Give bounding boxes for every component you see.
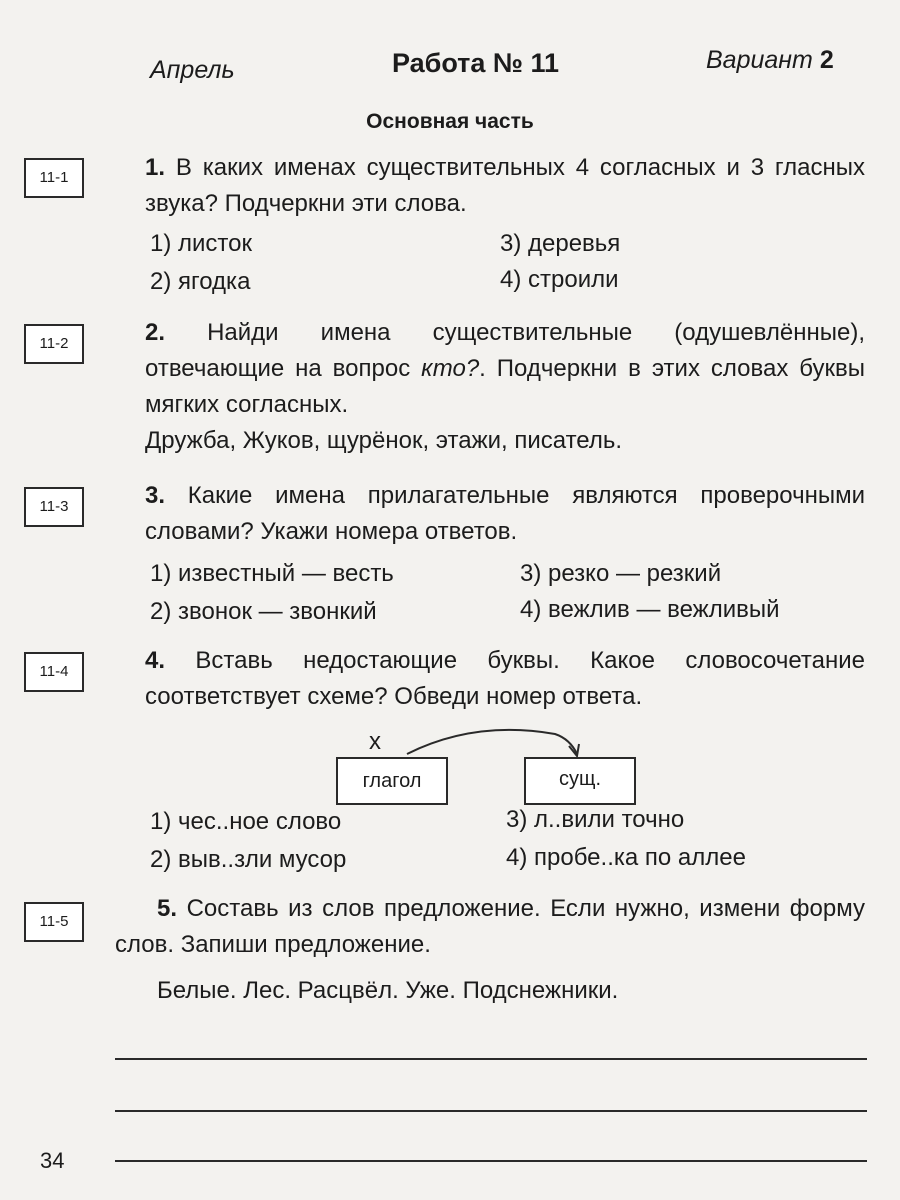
answer-option: 3) деревья xyxy=(500,230,621,257)
answer-option: 2) звонок — звонкий xyxy=(150,598,377,625)
task-5 xyxy=(115,891,865,1009)
task-number: 4. xyxy=(145,647,166,674)
task-2: 2. Найди имена существительные (одушевлённые), отвечающие на вопрос кто?. Подчеркни в этих словах буквы мягких согласных. Дружба, Жуков, щурёнок, этажи, писатель. xyxy=(145,315,865,459)
task-number: 1. xyxy=(145,154,166,181)
work-title: Работа № 11 xyxy=(392,48,560,78)
answer-option: 2) выв..зли мусор xyxy=(150,846,347,873)
month-label: Апрель xyxy=(150,56,235,84)
variant-label: Вариант 2 xyxy=(706,46,834,74)
answer-line[interactable] xyxy=(115,1058,867,1060)
answer-option: 4) строили xyxy=(500,266,619,293)
word-list: Белые. Лес. Расцвёл. Уже. Подснежники. xyxy=(157,977,619,1004)
question-word: кто? xyxy=(421,355,480,382)
task-1 xyxy=(145,150,865,222)
word-list: Дружба, Жуков, щурёнок, этажи, писатель. xyxy=(145,427,623,454)
page-header xyxy=(0,44,900,84)
task-number: 3. xyxy=(145,482,166,509)
variant-number: 2 xyxy=(819,46,834,74)
task-text: Вставь недостающие буквы. Какое словосочетание соответствует схеме? Обведи номер ответа. xyxy=(145,647,865,710)
answer-option: 4) вежлив — вежливый xyxy=(520,596,780,623)
answer-line[interactable] xyxy=(115,1160,867,1162)
answer-option: 3) л..вили точно xyxy=(506,806,685,833)
answer-option: 2) ягодка xyxy=(150,268,251,295)
task-number: 2. xyxy=(145,319,166,346)
answer-line[interactable] xyxy=(115,1110,867,1112)
main-word-mark: x xyxy=(369,728,381,755)
scheme-box-verb: глагол xyxy=(336,757,448,805)
task-code-badge: 11-4 xyxy=(24,652,84,692)
task-number: 5. xyxy=(157,895,178,922)
answer-option: 1) чес..ное слово xyxy=(150,808,342,835)
task-code-badge: 11-2 xyxy=(24,324,84,364)
task-4 xyxy=(145,643,865,715)
task-code-badge: 11-1 xyxy=(24,158,84,198)
answer-option: 1) листок xyxy=(150,230,252,257)
answer-option: 4) пробе..ка по аллее xyxy=(506,844,746,871)
task-text: В каких именах существительных 4 согласных и 3 гласных звука? Подчеркни эти слова. xyxy=(145,154,865,217)
task-code-badge: 11-5 xyxy=(24,902,84,942)
task-text: Составь из слов предложение. Если нужно, измени форму слов. Запиши предложение. xyxy=(115,895,865,958)
section-title: Основная часть xyxy=(366,110,534,133)
task-text: Какие имена прилагательные являются проверочными словами? Укажи номера ответов. xyxy=(145,482,865,545)
answer-option: 3) резко — резкий xyxy=(520,560,722,587)
answer-option: 1) известный — весть xyxy=(150,560,394,587)
task-code-badge: 11-3 xyxy=(24,487,84,527)
scheme-box-noun: сущ. xyxy=(524,757,636,805)
page-number: 34 xyxy=(40,1148,65,1173)
task-3 xyxy=(145,478,865,550)
